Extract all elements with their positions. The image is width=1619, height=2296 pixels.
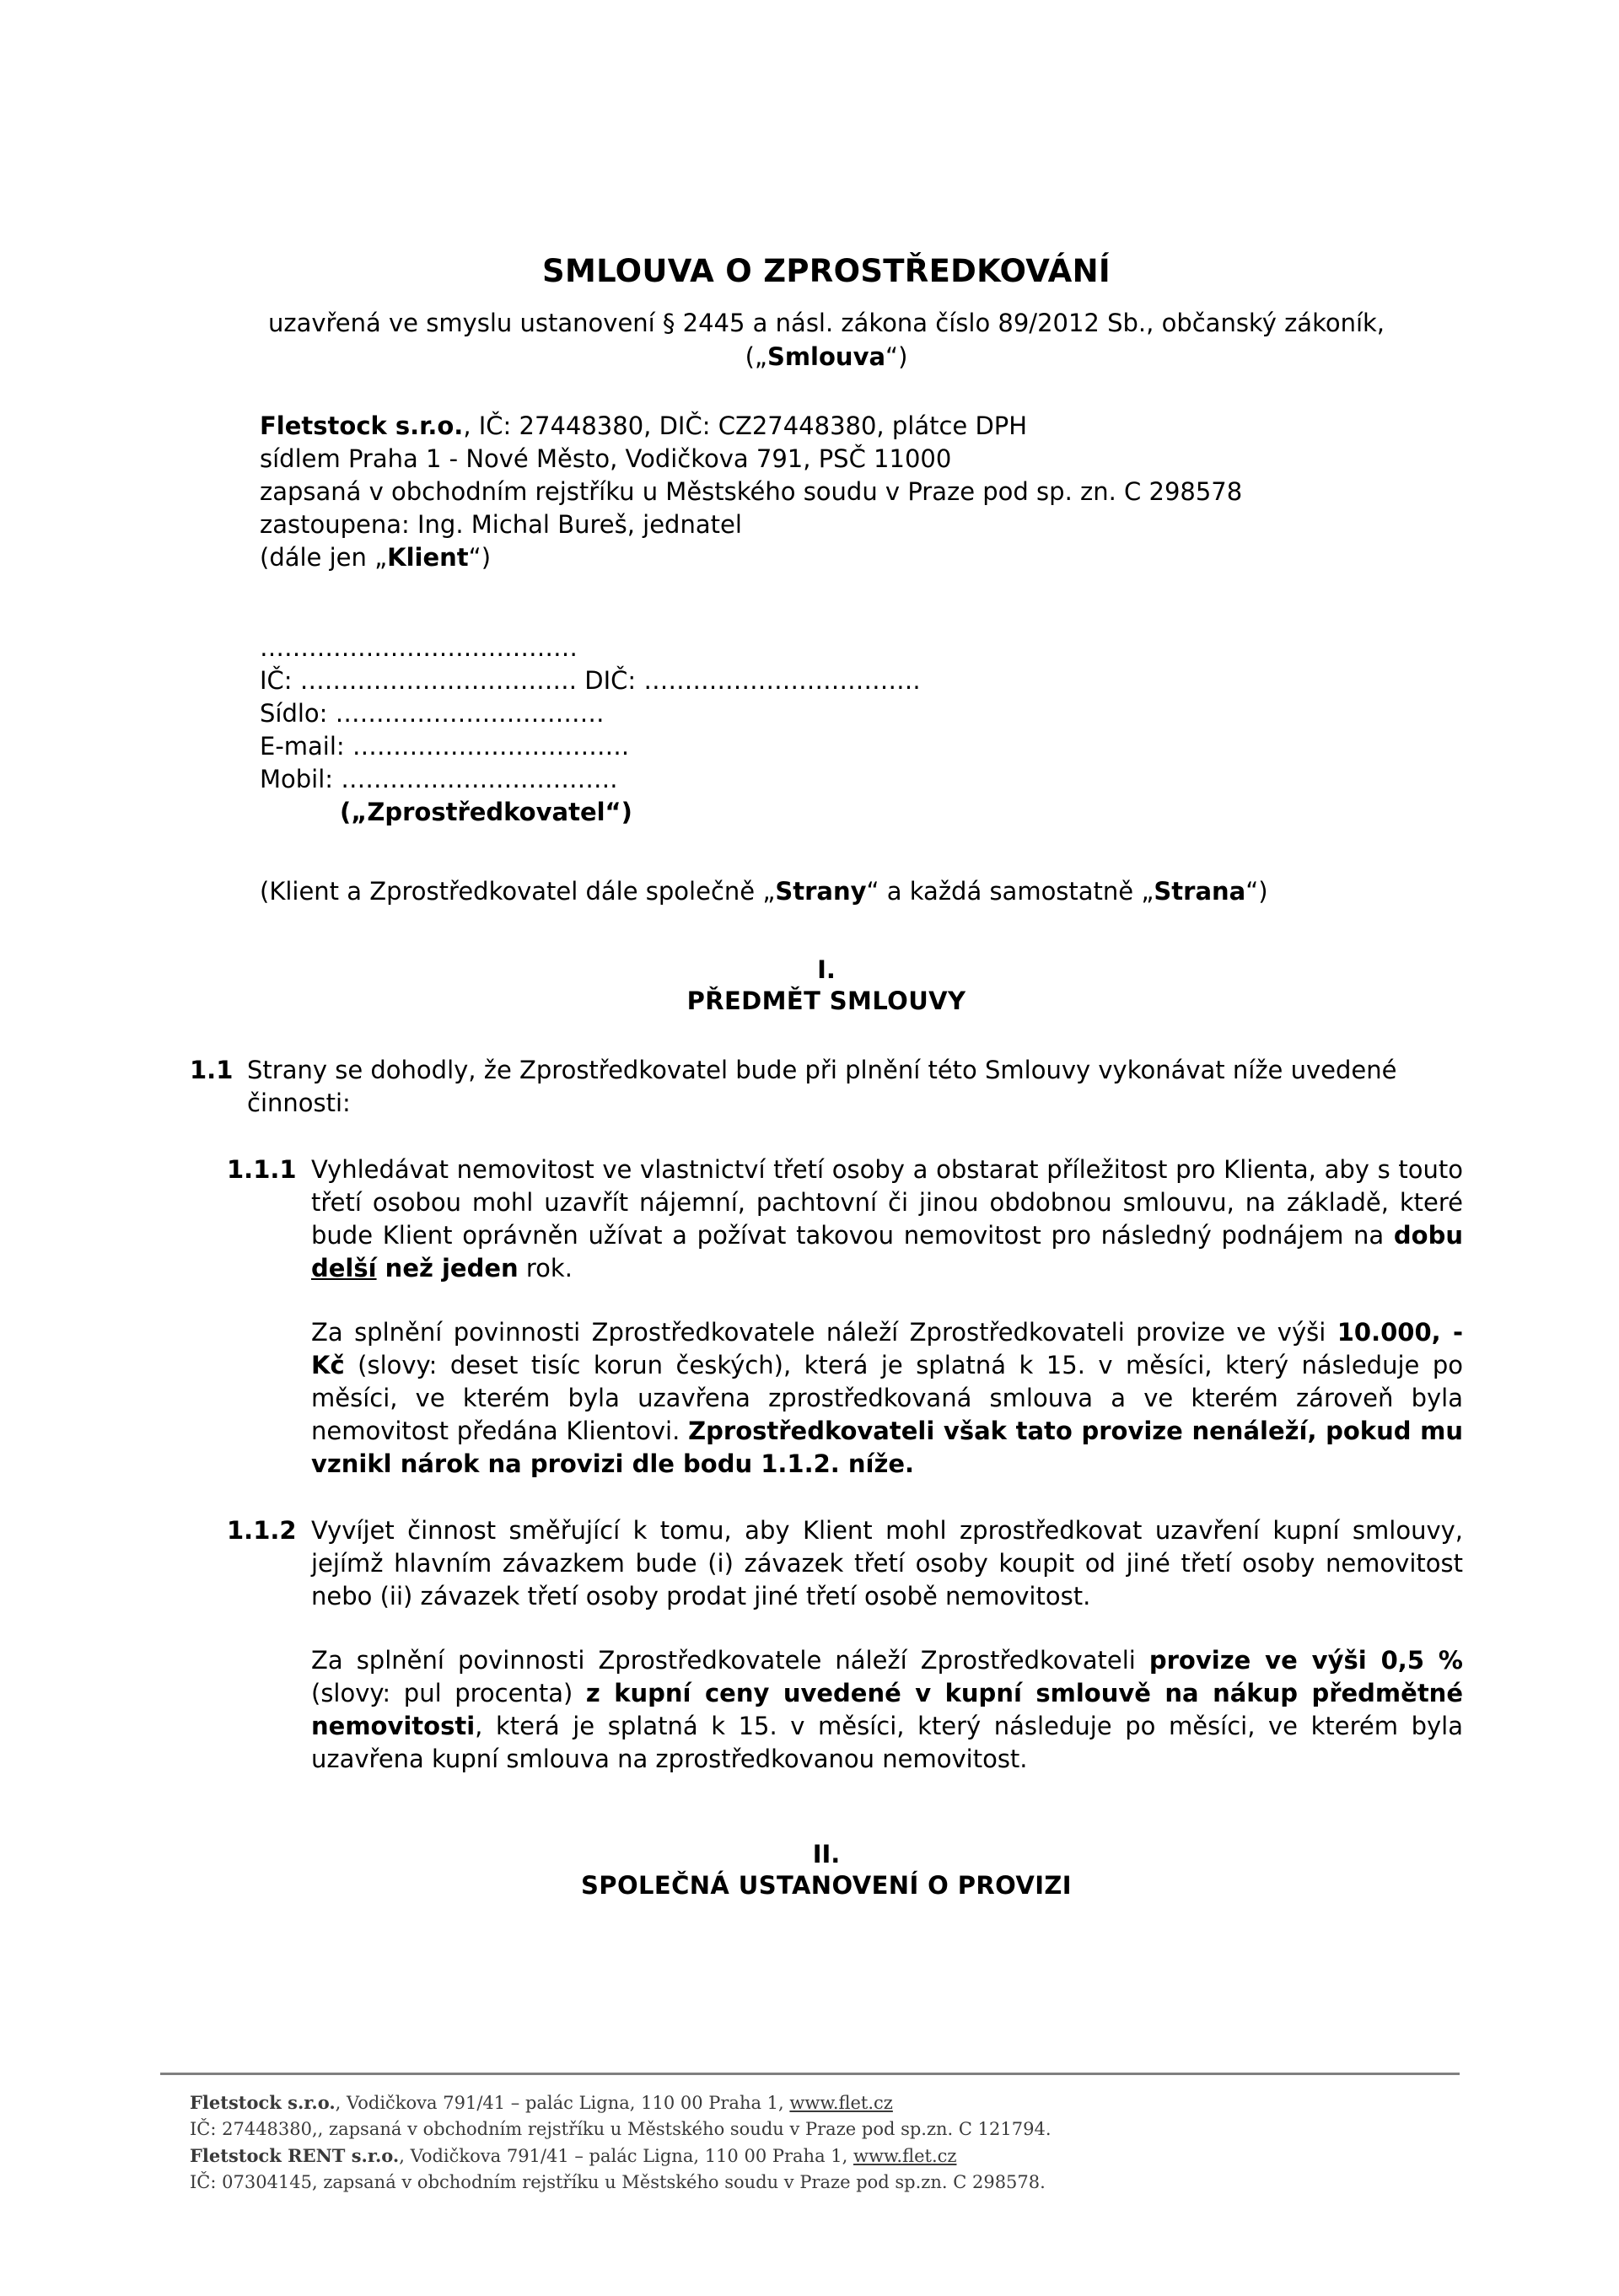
- client-ids: , IČ: 27448380, DIČ: CZ27448380, plátce DPH: [463, 411, 1028, 440]
- page-title: SMLOUVA O ZPROSTŘEDKOVÁNÍ: [542, 253, 1111, 289]
- broker-sidlo-field[interactable]: ……………………………: [335, 699, 605, 728]
- client-company-name: Fletstock s.r.o.: [260, 411, 464, 440]
- footer-line-4: IČ: 07304145, zapsaná v obchodním rejstříku u Městského soudu v Praze pod sp.zn. C 298578.: [190, 2172, 1046, 2192]
- broker-email-row: [260, 730, 1463, 763]
- clause-1-1-2-number: 1.1.2: [227, 1516, 297, 1545]
- footer-address-1: , Vodičkova 791/41 – palác Ligna, 110 00 Praha 1,: [335, 2093, 790, 2113]
- clause-1-1: [190, 1054, 1463, 1120]
- client-line-4: zastoupena: Ing. Michal Bureš, jednatel: [260, 510, 742, 539]
- broker-ic-label: IČ:: [260, 666, 300, 695]
- clause-1-1-1-p2-b: (slovy: deset tisíc korun českých), která je splatná k 15. v měsíci, který následuje po měsíci, ve kterém byla uzavřena zprostředkovaná smlouva a ve kterém zároveň byla nemovitost předána Klientovi.: [311, 1351, 1463, 1445]
- clause-1-1-2-paragraph-2-wrap: [311, 1644, 1463, 1776]
- parties-term-strana: Strana: [1154, 877, 1246, 906]
- client-line-2: sídlem Praha 1 - Nové Město, Vodičkova 791, PSČ 11000: [260, 444, 952, 473]
- broker-email-label: E-mail:: [260, 732, 352, 761]
- broker-mobil-row: [260, 763, 1463, 796]
- broker-mobil-label: Mobil:: [260, 765, 342, 793]
- subtitle-defined-term: Smlouva: [766, 342, 886, 371]
- document-subtitle-line-2: [190, 340, 1463, 374]
- clause-1-1-2-paragraph-1: Vyvíjet činnost směřující k tomu, aby Klient mohl zprostředkovat uzavření kupní smlouvy, jejímž hlavním závazkem bude (i) závazek třetí osoby koupit od jiné třetí osoby nemovitost nebo (ii) závazek třetí osoby prodat jiné třetí osobě nemovitost.: [311, 1516, 1463, 1610]
- clause-1-1-1-paragraph-1: [311, 1153, 1463, 1285]
- section-heading-2: [190, 1839, 1463, 1901]
- document-subtitle-line-1: uzavřená ve smyslu ustanovení § 2445 a násl. zákona číslo 89/2012 Sb., občanský zákoník,: [267, 309, 1385, 337]
- footer-line-2: IČ: 27448380,, zapsaná v obchodním rejstříku u Městského soudu v Praze pod sp.zn. C 121794.: [190, 2119, 1052, 2139]
- footer-website-link-1[interactable]: www.flet.cz: [789, 2093, 893, 2113]
- clause-1-1-2-p2-a: Za splnění povinnosti Zprostředkovatele náleží Zprostředkovateli: [311, 1646, 1149, 1675]
- section-1-number: I.: [817, 955, 836, 984]
- clause-1-1-1-bold-dobu: dobu: [1393, 1221, 1463, 1250]
- clause-1-1-1-paragraph-2: [311, 1316, 1463, 1481]
- clause-1-1-1-p1-a: Vyhledávat nemovitost ve vlastnictví třetí osoby a obstarat příležitost pro Klienta, aby s touto třetí osobou mohl uzavřít nájemní, pachtovní či jinou obdobnou smlouvu, na základě, které bude Klient oprávněn užívat a požívat takovou nemovitost pro následný podnájem na: [311, 1155, 1463, 1250]
- footer-address-2: , Vodičkova 791/41 – palác Ligna, 110 00 Praha 1,: [399, 2146, 853, 2166]
- footer-website-link-2[interactable]: www.flet.cz: [853, 2146, 957, 2166]
- clause-1-1-1-bold-underline-delsi: delší: [311, 1254, 377, 1282]
- client-defined-suffix: “): [468, 543, 492, 572]
- broker-defined-term: („Zprostředkovatel“): [340, 798, 632, 826]
- parties-note-mid: “ a každá samostatně „: [866, 877, 1154, 906]
- footer-line-3: [190, 2143, 1455, 2170]
- clause-1-1-2: [227, 1514, 1463, 1613]
- clause-1-1-1-commission-amount: 10.000, - Kč: [311, 1318, 1463, 1379]
- client-line-3: zapsaná v obchodním rejstříku u Městského soudu v Praze pod sp. zn. C 298578: [260, 477, 1243, 506]
- section-2-number: II.: [812, 1840, 841, 1869]
- clause-1-1-2-p2-c: , která je splatná k 15. v měsíci, který následuje po měsíci, ve kterém byla uzavřena kupní smlouva na zprostředkovanou nemovitost.: [311, 1712, 1463, 1773]
- footer-company-2: Fletstock RENT s.r.o.: [190, 2145, 400, 2166]
- clause-1-1-text: Strany se dohodly, že Zprostředkovatel bude při plnění této Smlouvy vykonávat níže uvedené činnosti:: [247, 1056, 1397, 1117]
- parties-definition-note: [260, 875, 1463, 908]
- page-footer: [190, 2089, 1455, 2196]
- client-line-1: [260, 410, 1463, 443]
- clause-1-1-1-bold-nez-jeden: než jeden: [376, 1254, 519, 1282]
- subtitle-quote-open: („: [745, 342, 767, 371]
- clause-1-1-1: [227, 1153, 1463, 1285]
- clause-1-1-1-number: 1.1.1: [227, 1155, 297, 1184]
- broker-dic-field[interactable]: …………………………….: [643, 666, 921, 695]
- parties-term-strany: Strany: [775, 877, 867, 906]
- footer-divider: [160, 2073, 1460, 2075]
- clause-1-1-1-paragraph-2-wrap: [311, 1316, 1463, 1481]
- client-line-5: [260, 541, 1463, 574]
- clause-1-1-2-p2-b: (slovy: pul procenta): [311, 1679, 586, 1707]
- section-heading-1: [190, 954, 1463, 1017]
- clause-1-1-2-paragraph-2: [311, 1644, 1463, 1776]
- footer-line-1: [190, 2089, 1455, 2116]
- client-party-block: [260, 410, 1463, 574]
- broker-ic-field[interactable]: …………………………….: [299, 666, 578, 695]
- broker-party-block: [260, 632, 1463, 829]
- broker-mobil-field[interactable]: …………………………….: [341, 765, 618, 793]
- clause-1-1-1-exclusion-note: Zprostředkovateli však tato provize nenáleží, pokud mu vznikl nárok na provizi dle bodu 1.1.2. níže.: [311, 1417, 1463, 1478]
- broker-name-field[interactable]: …………………………………: [260, 633, 578, 662]
- document-body: [190, 0, 1463, 1901]
- clause-1-1-2-commission-basis: z kupní ceny uvedené v kupní smlouvě na nákup předmětné nemovitosti: [311, 1679, 1463, 1740]
- client-defined-prefix: (dále jen „: [260, 543, 388, 572]
- broker-dic-label: DIČ:: [577, 666, 644, 695]
- broker-ic-dic-row: [260, 664, 1463, 697]
- broker-sidlo-label: Sídlo:: [260, 699, 336, 728]
- client-defined-term: Klient: [387, 543, 469, 572]
- clause-1-1-1-p2-a: Za splnění povinnosti Zprostředkovatele náleží Zprostředkovateli provize ve výši: [311, 1318, 1337, 1347]
- parties-note-pre: (Klient a Zprostředkovatel dále společně „: [260, 877, 776, 906]
- broker-sidlo-row: [260, 697, 1463, 730]
- clause-1-1-number: 1.1: [190, 1056, 234, 1084]
- broker-email-field[interactable]: …………………………….: [352, 732, 630, 761]
- footer-company-1: Fletstock s.r.o.: [190, 2092, 336, 2113]
- parties-note-post: “): [1245, 877, 1268, 906]
- subtitle-quote-close: “): [885, 342, 908, 371]
- clause-1-1-2-commission-rate: provize ve výši 0,5 %: [1148, 1646, 1463, 1675]
- clause-1-1-1-p1-b: rok.: [518, 1254, 573, 1282]
- section-1-name: PŘEDMĚT SMLOUVY: [686, 987, 966, 1015]
- section-2-name: SPOLEČNÁ USTANOVENÍ O PROVIZI: [581, 1871, 1072, 1900]
